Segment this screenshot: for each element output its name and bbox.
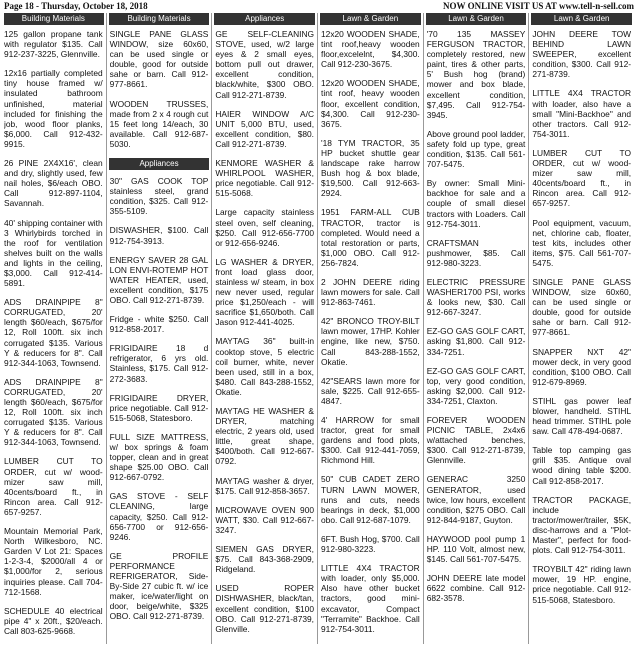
column-5 xyxy=(423,13,529,644)
classified-ad: SINGLE PANE GLASS WINDOW, size 60x60, can be used single or double, good for outside sahe or barn. Call 912-977-8661. xyxy=(109,29,209,90)
classified-ad: HAYWOOD pool pump 1 HP. 110 Volt, almost new, $145. Call 561-707-5475. xyxy=(426,533,526,565)
classified-ad: SNAPPER NXT 42" mower deck, in very good condition, $100 OBO. Call 912-679-8969. xyxy=(532,346,632,387)
classified-ad: MAYTAG HE WASHER & DRYER, matching electric, 2 years old, used little, great shape, $400/both. Call 912-667-0792. xyxy=(215,406,315,467)
column-1 xyxy=(4,13,106,644)
section-header: Lawn & Garden xyxy=(320,13,421,25)
classified-ad: DISWASHER, $100. Call 912-754-3913. xyxy=(109,225,209,246)
page-header-left: Page 18 - Thursday, October 18, 2018 xyxy=(4,1,148,11)
classified-ad: MAYTAG washer & dryer, $175. Call 912-858-3657. xyxy=(215,475,315,496)
classified-ad: KENMORE WASHER & WHIRLPOOL WASHER, price negotiable. Call 912-515-5068. xyxy=(215,158,315,199)
classified-ad: '18 TYM TRACTOR, 35 HP bucket shuttle gear landscape rake harrow Bush hog & box blade, $19,500. Call 912-663-2924. xyxy=(321,137,420,199)
classified-ad: ADS DRAINPIPE 8" CORRUGATED, 20' length $60/each, $675/for 12, Roll 100ft. six inch corrugated $135. Various Y & reducers for 8". Call 912-344-1063, Townsend. xyxy=(4,297,103,368)
classified-ad: FRIGIDAIRE DRYER, price negotiable. Call 912-515-5068, Statesboro. xyxy=(109,392,209,423)
column-4 xyxy=(317,13,423,644)
page-header xyxy=(0,0,638,12)
section-header: Appliances xyxy=(214,13,315,25)
classified-ad: ENERGY SAVER 28 GAL LON ENVI-ROTEMP HOT WATER HEATER, used, excellent condition, $175 OBO. Call 912-271-8739. xyxy=(109,254,209,305)
classified-ad: LUMBER CUT TO ORDER, cut w/ wood-mizer saw mill, 40cents/board ft., in Rincon area. Call 912-657-9257. xyxy=(4,456,103,517)
classified-ad: LITTLE 4X4 TRACTOR with loader, also have a small "Mini-Backhoe" and other tractors. Call 912-754-3011. xyxy=(532,88,632,139)
column-6 xyxy=(528,13,634,644)
section-header: Building Materials xyxy=(4,13,104,25)
classified-ad: 12x16 partially completed tiny house framed w/ insulated bathroom unfinished, material included for finishing the job, wood floor planks, $6,000. Call 912-432-9915. xyxy=(4,68,103,149)
classified-ad: FRIGIDAIRE 18 d refrigerator, 6 yrs old. Stainless, $175. Call 912-272-3683. xyxy=(109,343,209,384)
classified-ad: Fridge - white $250. Call 912-858-2017. xyxy=(109,314,209,335)
classified-ad: USED ROPER DISHWASHER, black/tan, excellent condition, $100 OBO. Call 912-271-8739, Glenville. xyxy=(215,583,315,634)
classified-ad: SINGLE PANE GLASS WINDOW, size 60x60, can be used single or double, good for outside sahe or barn. Call 912-977-8661. xyxy=(532,276,632,338)
classified-ad: JOHN DEERE late model 6622 combine. Call 912-682-3578. xyxy=(426,573,526,604)
classified-ad: STIHL gas power leaf blower, handheld. STIHL head trimmer. STIHL pole saw. Call 478-494-0687. xyxy=(532,395,632,437)
classified-ad: ELECTRIC PRESSURE WASHER1700 PSI, works & looks new, $30. Call 912-667-3247. xyxy=(426,276,526,318)
classified-ad: By owner: Small Mini-backhoe for sale and a couple of small diesel tractors with Loaders. Call 912-754-3011. xyxy=(426,178,526,229)
classified-ad: Table top camping gas grill $35. Antique oval wood dining table $200. Call 912-858-2017. xyxy=(532,445,632,486)
classified-ad: 2 JOHN DEERE riding lawn mowers for sale. Call 912-863-7461. xyxy=(321,276,420,308)
classified-ad: 50" CUB CADET ZERO TURN LAWN MOWER, runs and cuts, needs bearings in deck, $1,000 obo. Call 912-687-1079. xyxy=(321,474,420,525)
classified-ad: MAYTAG 36" built-in cooktop stove, 5 electric coil burner, white, never been used, still in a box, $480. Call 843-288-1552, Okatie. xyxy=(215,336,315,397)
section-header: Appliances xyxy=(109,158,210,170)
classified-ad: Pool equipment, vacuum, net, chlorine cab, floater, test kits, includes other items, $75. Call 561-707-5475. xyxy=(532,217,632,268)
classified-ad: TRACTOR PACKAGE, include tractor/mower/trailer, $5K, disc-harrows and a "Plot-Master", perfect for food-plots. Call 912-754-3011. xyxy=(532,494,632,556)
classified-ad: MICROWAVE OVEN 900 WATT, $30. Call 912-667-3247. xyxy=(215,504,315,535)
classified-ad: LUMBER CUT TO ORDER, cut w/ wood-mizer saw mill, 40cents/board ft., in Rincon area. Call 912-657-9257. xyxy=(532,147,632,209)
classified-ad: 4' HARROW for small tractor, great for small gardens and food plots, $300. Call 912-441-7059, Richmond Hill. xyxy=(321,415,420,466)
classified-ad: 30" GAS COOK TOP stainless steel, grand condition, $325. Call 912-355-5109. xyxy=(109,176,209,217)
classified-ad: LG WASHER & DRYER, front load glass door, stainless w/ steam, in box new never used, regular price $1,250/each - will sacrifice $1,650/both. Call Jason 912-441-4025. xyxy=(215,256,315,328)
classified-ad: 125 gallon propane tank with regulator $135. Call 912-237-3225, Glennville. xyxy=(4,29,103,60)
classified-ad: LITTLE 4X4 TRACTOR with loader, only $5,000. Also have other bucket tractors, good mini-excavator, Compact "Terramite" Backhoe. Call 912-754-3011. xyxy=(321,563,420,634)
classified-ad: '70 135 MASSEY FERGUSON TRACTOR, completely restored, new paint, tires & other parts, 5' Bush hog (brand) mower and box blade, excellent condition, $7,495. Call 912-754-3945. xyxy=(426,29,526,120)
classified-ad: Mountain Memorial Park, North Wilkesboro, NC. Garden V Lot 21: Spaces 1-2-3-4, $2000/all 4 or $1,000/for 2, serious inquiries please. Call 704-712-1568. xyxy=(4,526,103,597)
classified-ad: EZ-GO GAS GOLF CART, top, very good condition, asking $2,000. Call 912-334-7251, Claxton. xyxy=(426,365,526,406)
column-3 xyxy=(211,13,317,644)
section-header: Lawn & Garden xyxy=(531,13,632,25)
classifieds-grid xyxy=(4,13,634,644)
classified-ad: 12x20 WOODEN SHADE, tint roof, heavy wooden floor, excellent condition, $4,300. Call 912-230-3675. xyxy=(321,78,420,129)
classified-ad: GENERAC 3250 GENERATOR, used twice, low hours, excellent condition, $275 OBO. Call 912-844-9187, Guyton. xyxy=(426,474,526,525)
classified-ad: GAS STOVE - SELF CLEANING, large capacity, $250. Call 912-656-7700 or 912-656-9246. xyxy=(109,491,209,542)
classified-ad: 12x20 WOODEN SHADE, tint roof,heavy wooden floor,excelelnt, $4,300. Call 912-230-3675. xyxy=(321,29,420,70)
classified-ad: CRAFTSMAN pushmower, $85. Call 912-980-3223. xyxy=(426,237,526,268)
section-header: Building Materials xyxy=(109,13,210,25)
classified-ad: FOREVER WOODEN PICNIC TABLE, 2x4x6 w/attached benches, $300. Call 912-271-8739, Glennville. xyxy=(426,415,526,466)
classified-ad: 42" BRONCO TROY-BILT lawn mower, 17HP. Kohler engine, like new, $750. Call 843-288-1552, Okatie. xyxy=(321,316,420,367)
classified-ad: ADS DRAINPIPE 8" CORRUGATED, 20' length $60/each, $675/for 12, Roll 100ft. six inch corrugated $135. Various Y & reducers for 8". Call 912-344-1063, Townsend. xyxy=(4,376,103,448)
classified-ad: FULL SIZE MATTRESS, w/ box springs & foam topper, clean and in great shape $25.00 OBO. Call 912-667-0792. xyxy=(109,431,209,483)
classified-ad: Large capacity stainless steel oven, self cleaning, $250. Call 912-656-7700 or 912-656-9246. xyxy=(215,207,315,248)
classified-ad: 1951 FARM-ALL CUB TRACTOR, tractor is completed. Would need a total restoration or parts, $1,000 OBO. Call 912-256-7824. xyxy=(321,207,420,268)
section-header: Lawn & Garden xyxy=(426,13,527,25)
classified-ad: 6FT. Bush Hog, $700. Call 912-980-3223. xyxy=(321,533,420,555)
classified-ad: SIEMEN GAS DRYER, $75. Call 843-368-2909, Ridgeland. xyxy=(215,544,315,575)
classified-ad: HAIER WINDOW A/C UNIT 5,000 BTU, used, excellent condition, $80. Call 912-271-8739. xyxy=(215,108,315,149)
page-header-right: NOW ONLINE VISIT US AT www.tell-n-sell.com xyxy=(443,1,634,11)
classified-ad: TROYBILT 42" riding lawn mower, 19 HP. engine, price negotiable. Call 912-515-5068, Statesboro. xyxy=(532,564,632,605)
classified-ad: SCHEDULE 40 electrical pipe 4" x 20ft., $20/each. Call 803-625-9668. xyxy=(4,605,103,636)
classified-ad: EZ-GO GAS GOLF CART, asking $1,800. Call 912-334-7251. xyxy=(426,326,526,357)
column-2 xyxy=(106,13,212,644)
classified-ad: GE SELF-CLEANING STOVE, used, w/2 large eyes & 2 small eyes, bottom pull out drawer, excellent condition, black/white, $300 OBO. Call 912-271-8739. xyxy=(215,29,315,100)
classified-ad: JOHN DEERE TOW BEHIND LAWN SWEEPER, excellent condition, $300. Call 912-271-8739. xyxy=(532,29,632,80)
classified-ad: 40' shipping container with 3 Whirlybirds torched in the roof for ventilation shelves built on the walls and lights in the ceiling, $3,000. Call 912-414-5891. xyxy=(4,217,103,289)
classified-ad: 42"SEARS lawn more for sale, $225. Call 912-655-4847. xyxy=(321,375,420,406)
classified-ad: 26 PINE 2X4X16', clean and dry, slightly used, few nail holes, $6/each OBO. Call 912-897-1104, Savannah. xyxy=(4,158,103,209)
classified-ad: WOODEN TRUSSES, made from 2 x 4 rough cut 15 feet long 14/each, 30 available. Call 912-687-5030. xyxy=(109,98,209,149)
classified-ad: GE PROFILE PERFORMANCE REFRIGERATOR, Side-By-Side 27 cubic ft. w/ ice maker, ice/water/light on door, beige/white, $325 OBO. Call 912-271-8739. xyxy=(109,550,209,622)
classified-ad: Above ground pool ladder, safety fold up type, great condition, $135. Call 561-707-5475. xyxy=(426,128,526,170)
